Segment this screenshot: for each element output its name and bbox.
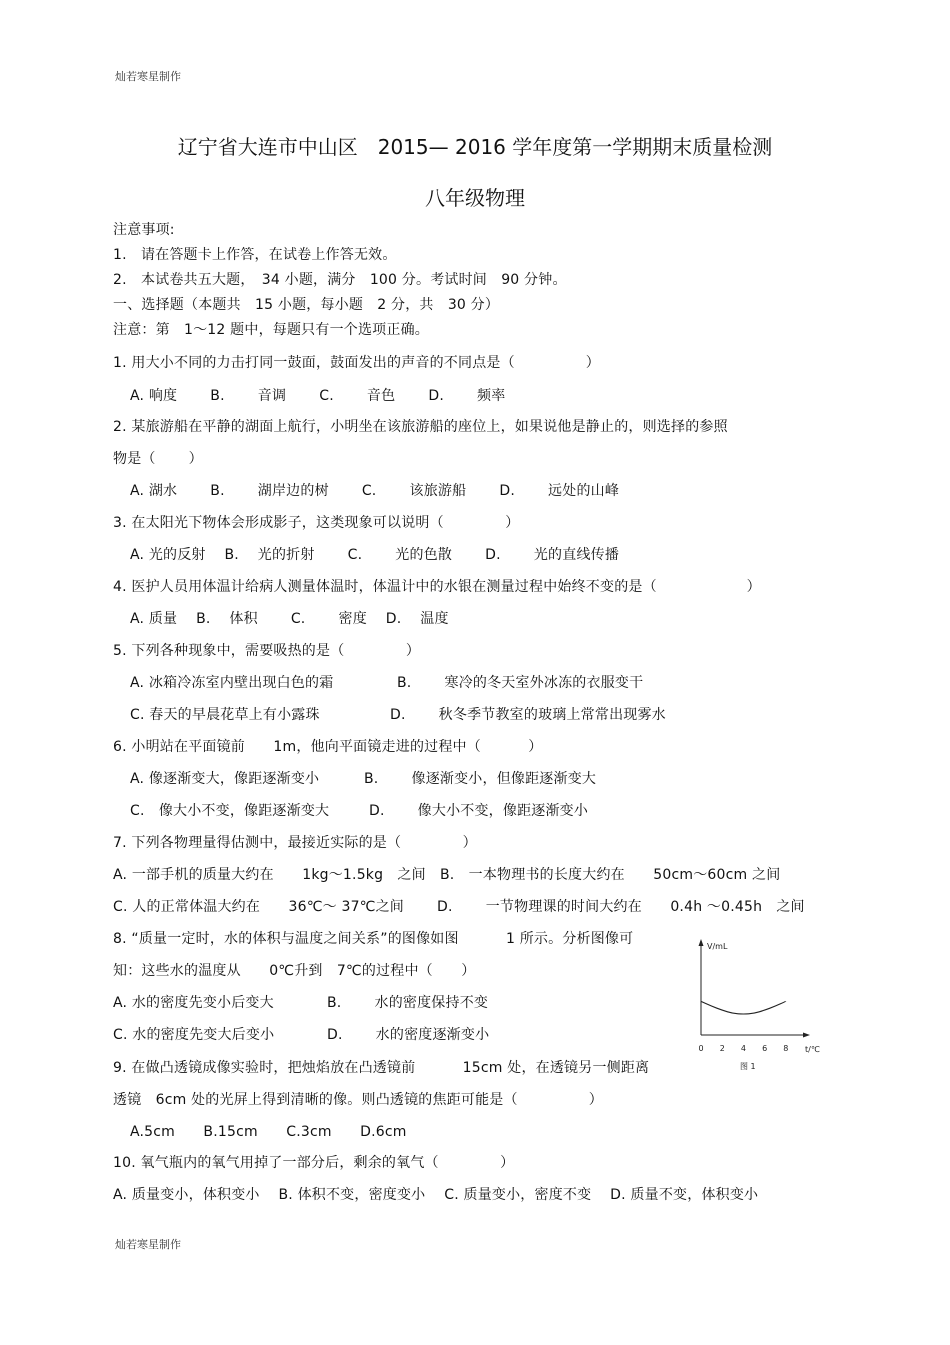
exam-subtitle: 八年级物理 bbox=[425, 186, 525, 210]
question-5-option-d: D. 秋冬季节教室的玻璃上常常出现雾水 bbox=[390, 707, 666, 723]
question-7-options-ab: A. 一部手机的质量大约在 1kg～1.5kg 之间 B. 一本物理书的长度大约在 50cm～60cm 之间 bbox=[113, 867, 781, 883]
figure-caption: 图 1 bbox=[740, 1062, 756, 1071]
question-5-option-a: A. 冰箱冷冻室内壁出现白色的霜 bbox=[130, 675, 334, 691]
question-9-options: A.5cm B.15cm C.3cm D.6cm bbox=[130, 1124, 407, 1140]
question-4-options: A. 质量 B. 体积 C. 密度 D. 温度 bbox=[130, 611, 449, 627]
note-item-2: 2. 本试卷共五大题， 34 小题，满分 100 分。考试时间 90 分钟。 bbox=[113, 272, 567, 288]
question-8-option-d: D. 水的密度逐渐变小 bbox=[327, 1027, 490, 1043]
exam-title: 辽宁省大连市中山区 2015— 2016 学年度第一学期期末质量检测 bbox=[177, 135, 773, 159]
x-tick-label: 2 bbox=[719, 1044, 725, 1053]
note-item-1: 1. 请在答题卡上作答，在试卷上作答无效。 bbox=[113, 247, 397, 263]
question-10-options: A. 质量变小，体积变小 B. 体积不变，密度变小 C. 质量变小，密度不变 D. 质量不变，体积变小 bbox=[113, 1187, 759, 1203]
question-5-stem: 5. 下列各种现象中，需要吸热的是（ ） bbox=[113, 643, 421, 659]
volume-curve bbox=[701, 1001, 786, 1014]
y-axis-arrow bbox=[699, 939, 704, 946]
x-axis-arrow bbox=[803, 1033, 810, 1038]
x-tick-label: 8 bbox=[783, 1044, 789, 1053]
page-header: 灿若寒星制作 bbox=[115, 70, 181, 83]
question-3-stem: 3. 在太阳光下物体会形成影子，这类现象可以说明（ ） bbox=[113, 515, 520, 531]
figure-1-graph bbox=[688, 935, 823, 1075]
section-title: 一、选择题（本题共 15 小题，每小题 2 分，共 30 分） bbox=[113, 297, 500, 313]
question-2-options: A. 湖水 B. 湖岸边的树 C. 该旅游船 D. 远处的山峰 bbox=[130, 483, 620, 499]
question-8-stem-cont: 知：这些水的温度从 0℃升到 7℃的过程中（ ） bbox=[113, 963, 476, 979]
question-2-stem-cont: 物是（ ） bbox=[113, 451, 203, 467]
question-8-option-b: B. 水的密度保持不变 bbox=[327, 995, 489, 1011]
question-8-option-c: C. 水的密度先变大后变小 bbox=[113, 1027, 275, 1043]
question-4-stem: 4. 医护人员用体温计给病人测量体温时，体温计中的水银在测量过程中始终不变的是（ ） bbox=[113, 579, 761, 595]
question-8-option-a: A. 水的密度先变小后变大 bbox=[113, 995, 274, 1011]
page-footer: 灿若寒星制作 bbox=[115, 1238, 181, 1251]
y-axis-label: V/mL bbox=[707, 942, 728, 951]
x-tick-label: 6 bbox=[762, 1044, 768, 1053]
question-9-stem: 9. 在做凸透镜成像实验时，把烛焰放在凸透镜前 15cm 处，在透镜另一侧距离 bbox=[113, 1060, 650, 1076]
question-8-stem: 8. “质量一定时，水的体积与温度之间关系”的图像如图 1 所示。分析图像可 bbox=[113, 931, 634, 947]
section-note: 注意：第 1～12 题中，每题只有一个选项正确。 bbox=[113, 322, 429, 338]
x-axis-label: t/℃ bbox=[805, 1045, 820, 1054]
x-tick-label: 4 bbox=[740, 1044, 746, 1053]
question-7-options-cd: C. 人的正常体温大约在 36℃～ 37℃之间 D. 一节物理课的时间大约在 0.4h ～0.45h 之间 bbox=[113, 899, 805, 915]
question-6-option-b: B. 像逐渐变小，但像距逐渐变大 bbox=[364, 771, 597, 787]
question-7-stem: 7. 下列各物理量得估测中，最接近实际的是（ ） bbox=[113, 835, 477, 851]
question-10-stem: 10. 氧气瓶内的氧气用掉了一部分后，剩余的氧气（ ） bbox=[113, 1155, 515, 1171]
question-6-stem: 6. 小明站在平面镜前 1m，他向平面镜走进的过程中（ ） bbox=[113, 739, 543, 755]
question-9-stem-cont: 透镜 6cm 处的光屏上得到清晰的像。则凸透镜的焦距可能是（ ） bbox=[113, 1092, 603, 1108]
question-6-option-a: A. 像逐渐变大，像距逐渐变小 bbox=[130, 771, 320, 787]
question-2-stem: 2. 某旅游船在平静的湖面上航行，小明坐在该旅游船的座位上，如果说他是静止的，则选择的参照 bbox=[113, 419, 728, 435]
x-tick-label: 0 bbox=[698, 1044, 704, 1053]
question-3-options: A. 光的反射 B. 光的折射 C. 光的色散 D. 光的直线传播 bbox=[130, 547, 620, 563]
notes-heading: 注意事项: bbox=[113, 222, 175, 238]
question-6-option-d: D. 像大小不变，像距逐渐变小 bbox=[369, 803, 589, 819]
question-5-option-c: C. 春天的早晨花草上有小露珠 bbox=[130, 707, 320, 723]
question-1-options: A. 响度 B. 音调 C. 音色 D. 频率 bbox=[130, 388, 506, 404]
question-5-option-b: B. 寒冷的冬天室外冰冻的衣服变干 bbox=[397, 675, 644, 691]
question-1-stem: 1. 用大小不同的力击打同一鼓面，鼓面发出的声音的不同点是（ ） bbox=[113, 355, 601, 371]
question-6-option-c: C. 像大小不变，像距逐渐变大 bbox=[130, 803, 330, 819]
